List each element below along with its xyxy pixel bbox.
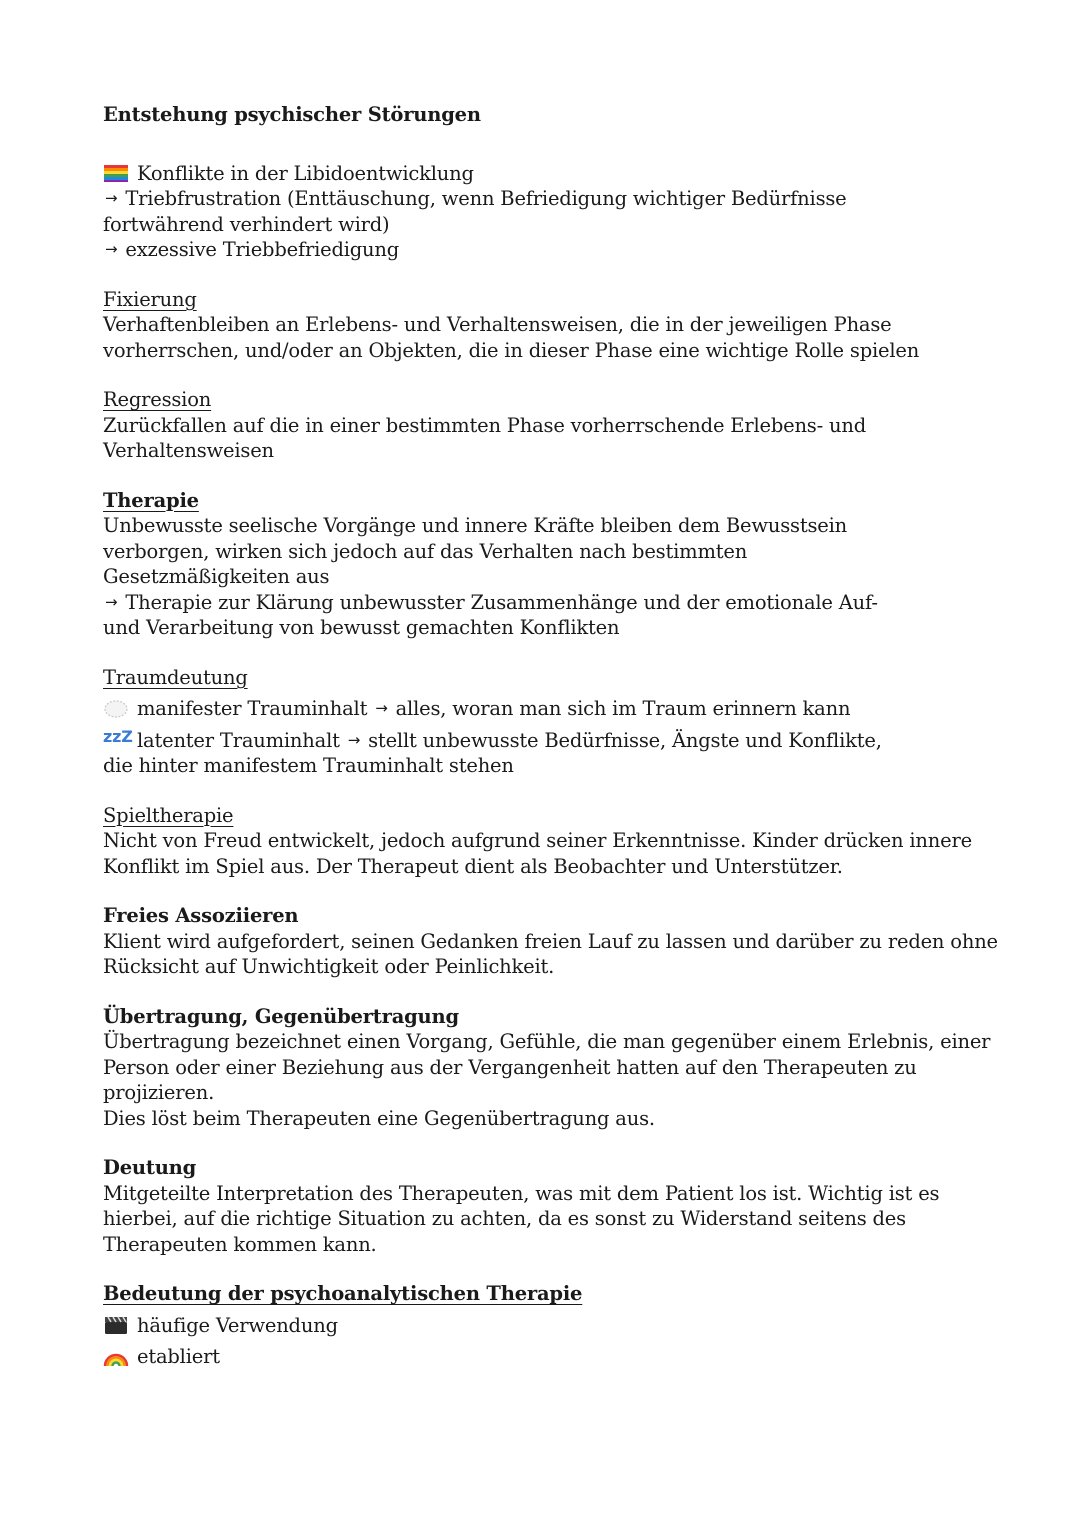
freies-text: Klient wird aufgefordert, seinen Gedanken freien Lauf zu lassen und darüber zu reden ohne Rücksicht auf Unwichtigkeit oder Peinlichkeit. <box>103 929 998 978</box>
document-body <box>103 102 1003 1394</box>
section-bedeutung <box>103 1281 1003 1370</box>
freies-heading: Freies Assoziieren <box>103 904 299 927</box>
therapie-arrow-line <box>103 590 1003 616</box>
latent-line <box>103 728 1003 754</box>
item-text: häufige Verwendung <box>137 1313 338 1337</box>
therapie-text-line-2: verborgen, wirken sich jedoch auf das Verhalten nach bestimmten <box>103 539 748 563</box>
page-title: Entstehung psychischer Störungen <box>103 103 481 126</box>
regression-text: Zurückfallen auf die in einer bestimmten Phase vorherrschende Erlebens- und Verhaltensweisen <box>103 413 866 462</box>
libido-heading-line <box>103 161 1003 187</box>
arrow-icon: → <box>375 699 388 717</box>
section-therapie <box>103 488 1003 641</box>
rainbow-flag-icon <box>103 163 129 183</box>
section-spieltherapie <box>103 803 1003 880</box>
section-fixierung <box>103 287 1003 364</box>
latent-term: latenter Trauminhalt <box>137 728 340 752</box>
therapie-heading: Therapie <box>103 488 199 512</box>
list-item <box>103 1313 1003 1339</box>
deutung-heading: Deutung <box>103 1156 197 1179</box>
zzz-icon: zzZ <box>103 726 133 746</box>
arrow-icon: → <box>105 592 118 611</box>
section-freies-assoziieren <box>103 903 1003 980</box>
excessive-text: exzessive Triebbefriedigung <box>125 238 400 261</box>
section-entstehung <box>103 161 1003 263</box>
deutung-text: Mitgeteilte Interpretation des Therapeuten, was mit dem Patient los ist. Wichtig ist es hierbei, auf die richtige Situation zu achten, da es sonst zu Widerstand seitens des Therapeuten kommen kann. <box>103 1181 940 1256</box>
regression-heading: Regression <box>103 388 212 411</box>
manifest-definition: alles, woran man sich im Traum erinnern kann <box>395 697 851 720</box>
list-item <box>103 1344 1003 1370</box>
therapie-continuation: und Verarbeitung von bewusst gemachten Konflikten <box>103 616 620 639</box>
uebertragung-heading: Übertragung, Gegenübertragung <box>103 1004 459 1028</box>
arrow-icon: → <box>347 730 361 749</box>
spieltherapie-heading: Spieltherapie <box>103 803 234 827</box>
therapie-text-line-1: Unbewusste seelische Vorgänge und innere Kräfte bleiben dem Bewusstsein <box>103 514 848 537</box>
section-uebertragung <box>103 1004 1003 1132</box>
rainbow-icon <box>103 1347 129 1367</box>
libido-heading: Konflikte in der Libidoentwicklung <box>137 161 474 185</box>
therapie-arrow-text: Therapie zur Klärung unbewusster Zusammenhänge und der emotionale Auf- <box>125 590 878 614</box>
frustration-continuation: fortwährend verhindert wird) <box>103 212 390 236</box>
arrow-icon: → <box>105 240 118 258</box>
latent-definition: stellt unbewusste Bedürfnisse, Ängste und Konflikte, <box>368 728 882 752</box>
arrow-icon: → <box>105 189 118 207</box>
arrow-line-excessive <box>103 237 1003 263</box>
section-traumdeutung <box>103 665 1003 779</box>
item-text: etabliert <box>137 1345 220 1368</box>
manifest-term: manifester Trauminhalt <box>137 697 368 720</box>
clapperboard-icon <box>103 1315 129 1335</box>
fixierung-text: Verhaftenbleiben an Erlebens- und Verhaltensweisen, die in der jeweiligen Phase vorherrschen, und/oder an Objekten, die in dieser Phase eine wichtige Rolle spielen <box>103 313 920 362</box>
traumdeutung-heading: Traumdeutung <box>103 665 248 689</box>
bedeutung-heading: Bedeutung der psychoanalytischen Therapie <box>103 1282 583 1305</box>
therapie-text-line-3: Gesetzmäßigkeiten aus <box>103 565 330 588</box>
uebertragung-text-2: Dies löst beim Therapeuten eine Gegenübertragung aus. <box>103 1106 655 1130</box>
section-regression <box>103 387 1003 464</box>
section-deutung <box>103 1155 1003 1257</box>
fixierung-heading: Fixierung <box>103 287 197 311</box>
uebertragung-text: Übertragung bezeichnet einen Vorgang, Gefühle, die man gegenüber einem Erlebnis, einer Person oder einer Beziehung aus der Vergangenheit hatten auf den Therapeuten zu projizieren. <box>103 1030 991 1104</box>
spieltherapie-text: Nicht von Freud entwickelt, jedoch aufgrund seiner Erkenntnisse. Kinder drücken innere Konflikt im Spiel aus. Der Therapeut dient als Beobachter und Unterstützer. <box>103 829 972 878</box>
thought-bubble-icon <box>103 699 129 719</box>
arrow-line-frustration <box>103 186 1003 212</box>
latent-continuation: die hinter manifestem Trauminhalt stehen <box>103 754 514 777</box>
manifest-line <box>103 696 1003 722</box>
frustration-text: Triebfrustration (Enttäuschung, wenn Befriedigung wichtiger Bedürfnisse <box>125 187 847 210</box>
